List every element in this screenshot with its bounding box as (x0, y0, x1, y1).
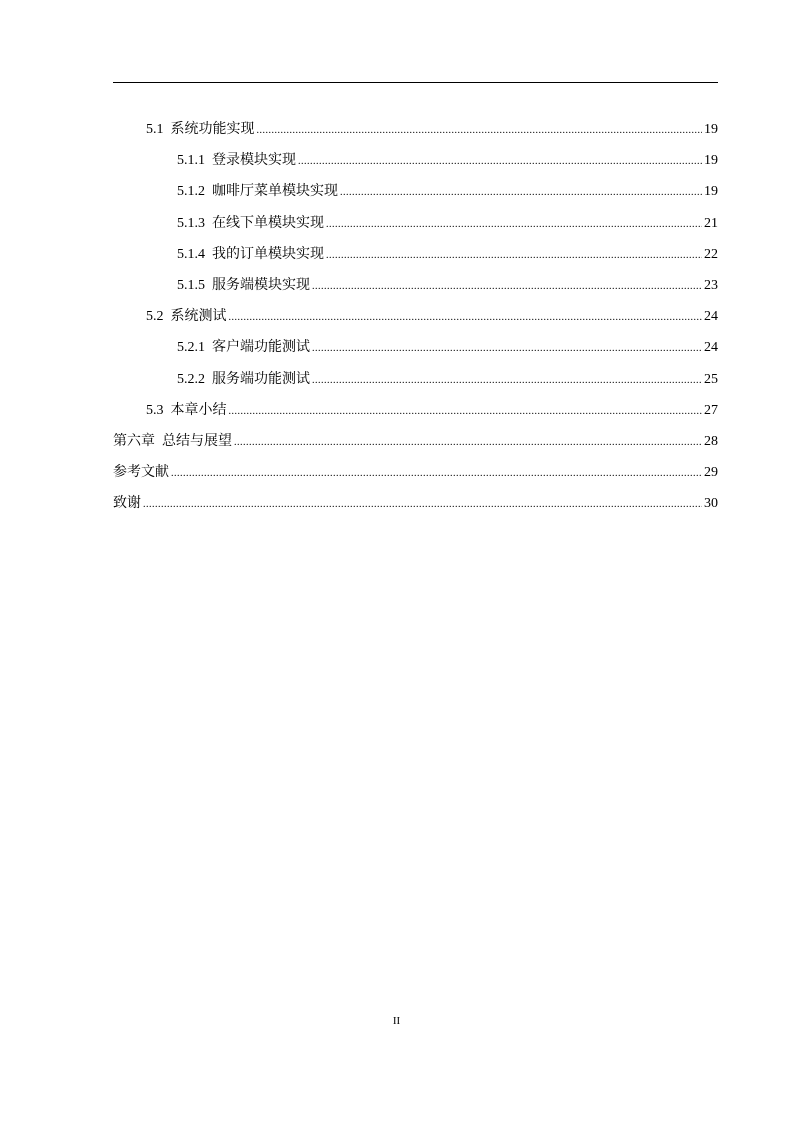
toc-entry[interactable] (113, 180, 718, 211)
toc-entry[interactable] (113, 336, 718, 367)
toc-entry[interactable] (113, 368, 718, 399)
toc-entry-page: 22 (704, 246, 718, 262)
toc-entry-page: 21 (704, 215, 718, 231)
toc-leader-dots (326, 245, 702, 267)
toc-entry-page: 24 (704, 309, 718, 325)
toc-entry-title: 系统功能实现 (170, 121, 255, 137)
toc-entry[interactable] (113, 274, 718, 305)
toc-entry[interactable] (113, 399, 718, 430)
toc-leader-dots (229, 307, 703, 329)
toc-entry-number: 5.3 (146, 402, 164, 418)
toc-entry-number: 5.1.3 (177, 215, 205, 231)
toc-leader-dots (298, 151, 702, 173)
toc-entry-page: 30 (704, 496, 718, 512)
toc-leader-dots (312, 276, 702, 298)
toc-entry-page: 27 (704, 402, 718, 418)
toc-leader-dots (257, 120, 703, 142)
toc-leader-dots (312, 370, 702, 392)
toc-entry-number: 第六章 (113, 433, 155, 449)
page-number: II (392, 1015, 401, 1027)
toc-entry-page: 25 (704, 371, 718, 387)
toc-entry-title: 在线下单模块实现 (212, 214, 324, 231)
header-rule (113, 82, 718, 83)
toc-entry-page: 19 (704, 153, 718, 169)
toc-entry-page: 29 (704, 465, 718, 481)
toc-entry-title: 参考文献 (113, 464, 169, 481)
toc-entry-title: 服务端功能测试 (212, 370, 310, 387)
toc-leader-dots (340, 182, 702, 204)
toc-entry[interactable] (113, 461, 718, 492)
toc-entry[interactable] (113, 243, 718, 274)
toc-entry-number: 5.1 (146, 122, 164, 137)
toc-entry-page: 28 (704, 433, 718, 449)
toc-entry-title: 致谢 (113, 495, 141, 512)
toc-entry-title: 总结与展望 (162, 432, 232, 449)
toc-entry-number: 5.2.1 (177, 340, 205, 356)
toc-entry-title: 客户端功能测试 (212, 339, 310, 356)
table-of-contents (113, 118, 718, 523)
toc-entry-number: 5.2 (146, 309, 164, 325)
toc-entry[interactable] (113, 492, 718, 523)
toc-entry-number: 5.1.2 (177, 184, 205, 200)
toc-entry-number: 5.2.2 (177, 371, 205, 387)
toc-entry-page: 24 (704, 340, 718, 356)
toc-leader-dots (326, 214, 702, 236)
toc-entry-title: 系统测试 (170, 308, 227, 325)
toc-leader-dots (171, 463, 702, 485)
toc-entry-title: 本章小结 (170, 401, 227, 418)
toc-entry-title: 登录模块实现 (212, 152, 296, 169)
toc-entry[interactable] (113, 430, 718, 461)
toc-entry-number: 5.1.5 (177, 277, 205, 293)
toc-leader-dots (143, 494, 702, 516)
toc-entry[interactable] (113, 305, 718, 336)
toc-leader-dots (312, 338, 702, 360)
toc-entry-page: 19 (704, 184, 718, 200)
toc-entry-page: 19 (704, 122, 718, 137)
toc-entry-page: 23 (704, 277, 718, 293)
toc-entry[interactable] (113, 118, 718, 149)
toc-entry[interactable] (113, 149, 718, 180)
toc-entry-number: 5.1.4 (177, 246, 205, 262)
toc-leader-dots (234, 432, 702, 454)
toc-leader-dots (229, 401, 703, 423)
toc-entry-number: 5.1.1 (177, 153, 205, 169)
toc-entry-title: 我的订单模块实现 (212, 245, 324, 262)
toc-entry-title: 服务端模块实现 (212, 276, 310, 293)
toc-entry-title: 咖啡厅菜单模块实现 (212, 183, 338, 200)
toc-entry[interactable] (113, 212, 718, 243)
